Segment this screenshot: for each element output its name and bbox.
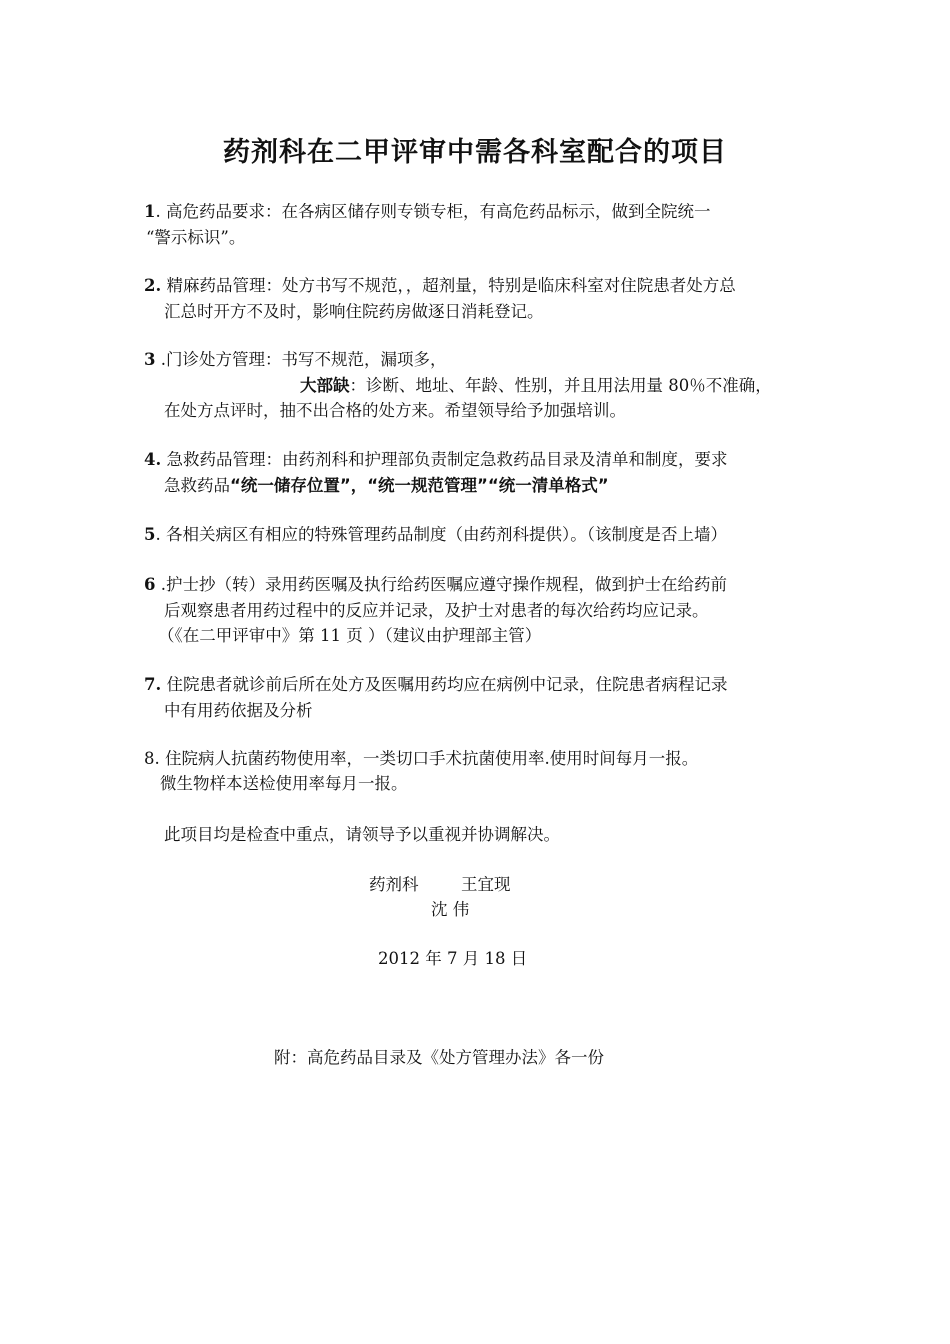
- item-text: .护士抄（转）录用药医嘱及执行给药医嘱应遵守操作规程，做到护士在给药前: [155, 575, 727, 594]
- signature-name-1: 王宜现: [461, 875, 511, 894]
- item-number: 3: [144, 350, 156, 369]
- item-7-line-1: [144, 675, 727, 695]
- item-text: ：诊断、地址、年龄、性别，并且用法用量 80％不准确，: [349, 376, 772, 395]
- signature-dept: 药剂科: [369, 875, 419, 894]
- item-2-line-1: [144, 276, 736, 296]
- item-3-line-1: [144, 350, 446, 370]
- document-date: 2012 年 7 月 18 日: [378, 949, 528, 968]
- item-4-line-1: [144, 450, 727, 470]
- attachment-note: 附：高危药品目录及《处方管理办法》各一份: [274, 1048, 604, 1067]
- item-1-line-2: “警示标识”。: [146, 228, 246, 247]
- item-number: 6: [144, 575, 156, 594]
- item-4-line-2: [164, 476, 609, 496]
- item-number: 1: [144, 202, 156, 221]
- item-2-line-2: 汇总时开方不及时，影响住院药房做逐日消耗登记。: [164, 302, 544, 321]
- item-number: 8.: [144, 749, 160, 768]
- item-text: 急救药品管理：由药剂科和护理部负责制定急救药品目录及清单和制度，要求: [161, 450, 728, 469]
- page-title: 药剂科在二甲评审中需各科室配合的项目: [223, 137, 727, 168]
- item-number: 5: [144, 525, 156, 544]
- item-number: 7.: [144, 675, 162, 694]
- item-5-line-1: [144, 525, 727, 545]
- item-1-line-1: [144, 202, 710, 222]
- item-7-line-2: 中有用药依据及分析: [164, 701, 313, 720]
- item-3-line-2: [300, 376, 772, 396]
- item-6-line-2: 后观察患者用药过程中的反应并记录，及护士对患者的每次给药均应记录。: [164, 601, 709, 620]
- item-number: 2.: [144, 276, 162, 295]
- item-3-line-3: 在处方点评时，抽不出合格的处方来。希望领导给予加强培训。: [164, 401, 626, 420]
- item-text: 住院患者就诊前后所在处方及医嘱用药均应在病例中记录，住院患者病程记录: [161, 675, 728, 694]
- item-text: 急救药品: [164, 476, 230, 495]
- item-8-line-1: [144, 749, 698, 769]
- item-number: 4.: [144, 450, 162, 469]
- closing-statement: 此项目均是检查中重点，请领导予以重视并协调解决。: [164, 825, 560, 844]
- item-text: 精麻药品管理：处方书写不规范，，超剂量，特别是临床科室对住院患者处方总: [161, 276, 736, 295]
- emphasis-text: 大部缺: [300, 376, 350, 395]
- item-6-line-1: [144, 575, 727, 595]
- item-6-line-3: （《在二甲评审中》第 11 页 ）（建议由护理部主管）: [158, 626, 542, 645]
- item-8-line-2: 微生物样本送检使用率每月一报。: [160, 774, 408, 793]
- item-text: . 高危药品要求：在各病区储存则专锁专柜，有高危药品标示，做到全院统一: [155, 202, 711, 221]
- item-text: 住院病人抗菌药物使用率，一类切口手术抗菌使用率.使用时间每月一报。: [159, 749, 699, 768]
- item-text: . 各相关病区有相应的特殊管理药品制度（由药剂科提供）。（该制度是否上墙）: [155, 525, 727, 544]
- item-text: .门诊处方管理：书写不规范，漏项多，: [155, 350, 447, 369]
- emphasis-text: “统一储存位置”，“统一规范管理”“统一清单格式”: [230, 476, 609, 495]
- signature-name-2: 沈 伟: [431, 900, 470, 919]
